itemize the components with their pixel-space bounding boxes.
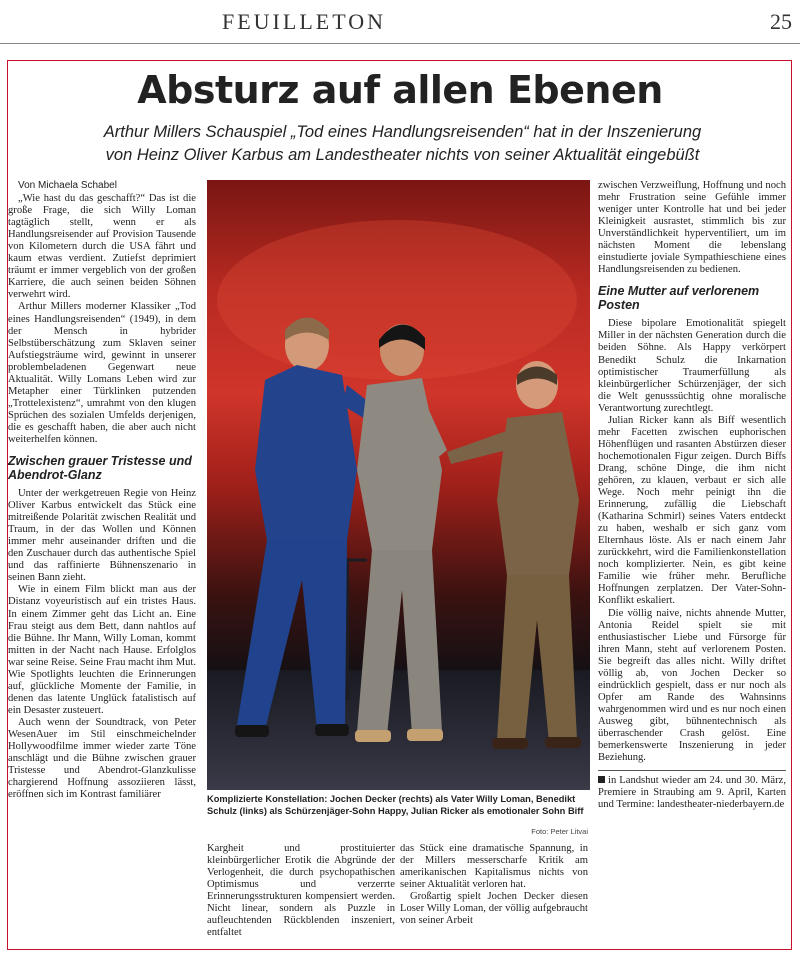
performance-info-text: in Landshut wieder am 24. und 30. März, Premiere in Straubing am 9. April, Karten und Termine: landestheater-niederbayern.de [598,775,786,811]
paragraph: Großartig spielt Jochen Decker diesen Loser Willy Loman, der völlig aufgebraucht von seiner Arbeit [400,891,588,927]
paragraph: Diese bipolare Emotionalität spiegelt Miller in der nächsten Generation durch die beiden Söhne. Als Happy verkörpert Benedikt Schulz die Inkarnation optimistischer Traumerfüllung als kleinbürgerlicher Schürzenjäger, der sich die Welt genusssüchtig ohne moralische Verantwortung zurechtlegt. [598,318,786,414]
page-header [0,0,800,44]
stage-photo [207,180,590,790]
paragraph: „Wie hast du das geschafft?“ Das ist die große Frage, die sich Willy Loman tagtäglich stellt, wenn er als Handlungsreisender auf Provision Tausende von Kilometern durch die USA fährt und kaum etwas verdient. Zutiefst deprimiert träumt er immer vergeblich von der großen Karriere, die auch seinen beiden Söhnen verwehrt wird. [8,193,196,301]
actor-middle [355,324,447,742]
subheading: Zwischen grauer Tristesse und Abendrot-Glanz [8,454,192,483]
column-2b [400,843,588,927]
section-label: FEUILLETON [222,9,387,34]
paragraph: zwischen Verzweiflung, Hoffnung und noch mehr Frustration seine Gefühle immer weniger unter Kontrolle hat und bei jeder Kleinigkeit ausrastet, stimmlich bis zur Unverständlichkeit hyperventiliert, um im nächsten Moment die lebenslang einstudierte joviale Sympathieschiene eines Handlungsreisenden zu bedienen. [598,180,786,276]
paragraph: Kargheit und prostituierter kleinbürgerlicher Erotik die Abgründe der Verlogenheit, die durch psychopathischen Optimismus und verzerrte Erinnerungsstrukturen kompensiert werden. Nicht linear, sondern als Puzzle in aufleuchtenden Rückblenden inszeniert, entfaltet [207,843,395,939]
paragraph: Unter der werkgetreuen Regie von Heinz Oliver Karbus entwickelt das Stück eine mitreißende Polarität zwischen Realität und Traum, in der das Wollen und Können immer mehr auseinander driften und die den Zuschauer durch das authentische Spiel und das raffinierte Bühnenszenario in seinen Bann zieht. [8,488,196,584]
byline: Von Michaela Schabel [18,180,117,191]
bullet-square-icon [598,776,605,783]
paragraph: Die völlig naive, nichts ahnende Mutter, Antonia Reidel spielt sie mit enthusiastischer Liebe und Fürsorge für ihren Mann, steht auf verlorenem Posten. Sie begreift das alles nicht. Willy driftet völlig ab, von Jochen Decker so eindrücklich gespielt, dass er nur noch als Opfer am Rande des Wahnsinns wahrgenommen wird und es nur noch einen Ausweg gibt, bühnentechnisch als überraschender Crash gelöst. Eine bemerkenswerte Inszenierung in jeder Beziehung. [598,607,786,764]
subheadline-line-2: von Heinz Oliver Karbus am Landestheater nichts von seiner Aktualität eingebüßt [105,146,700,164]
photo-caption: Komplizierte Konstellation: Jochen Decker (rechts) als Vater Willy Loman, Benedikt Schulz (links) als Schürzenjäger-Sohn Happy, Julian Ricker als emotionaler Sohn Biff [207,794,584,816]
actor-right [447,361,581,749]
paragraph: Auch wenn der Soundtrack, von Peter WesenAuer im Stil einschmeichelnder Hollywoodfilme immer wieder zarte Töne anschlägt und die Bühne zwischen grauer Tristesse und Abendrot-Glanzkulisse chargierend Hoffnung assoziieren lässt, eröffnen sich im Kontrast familiärer [8,716,196,801]
paragraph: Wie in einem Film blickt man aus der Distanz voyeuristisch auf ein tristes Haus. In einem Zimmer geht das Licht an. Eine Frau steigt aus dem Bett, dann nahtlos auf die Bühne. Ihr Mann, Willy Loman, kommt mitten in der Nacht nach Hause. Erfolglos war seine Reise. Seine Frau macht ihm Mut. Wie Spotlights leuchten die Erinnerungen auf, glückliche Momente der Familie, in denen das latente Unglück fatalistisch auf ein Desaster zusteuert. [8,584,196,716]
actors-illustration [207,180,590,790]
paragraph: das Stück eine dramatische Spannung, in der Millers messerscharfe Kritik am amerikanischen Kapitalismus nichts von seiner Aktualität verloren hat. [400,843,588,891]
paragraph: Arthur Millers moderner Klassiker „Tod eines Handlungsreisenden“ (1949), in dem der Mensch in hybrider Selbstüberschätzung zum Sklaven seiner Aufstiegsträume wird, gewinnt in unserer problembeladenen Gegenwart neue Aktualität. Willy Lomans Leben wird zur Metapher einer Türklinken putzenden „Trottelexistenz“, umrahmt von den klugen Sprüchen des sozialen Umfelds derjenigen, die es geschafft haben, die aber auch nicht weiterhelfen können. [8,301,196,445]
performance-info [598,770,786,811]
column-2a [207,843,395,939]
page-number: 25 [770,9,792,34]
subheadline-line-1: Arthur Millers Schauspiel „Tod eines Handlungsreisenden“ hat in der Inszenierung [103,123,702,141]
column-1 [8,180,196,801]
subheadline [30,121,775,167]
column-3 [598,180,786,811]
photo-credit: Foto: Peter Litvai [531,827,588,836]
subheading: Eine Mutter auf verlorenem Posten [598,284,760,313]
paragraph: Julian Ricker kann als Biff wesentlich mehr Facetten zwischen euphorischen Höhenflügen und rasanten Abstürzen dieser hochemotionalen Figur zeigen. Durch Biffs Drang, schöne Dinge, die ihm nicht gehören, zu klauen, verbaut er sich alle Wege. Noch mehr peinigt ihn die Erinnerung, zufällig die Liebschaft (Katharina Schmirl) seines Vaters entdeckt zu haben, weshalb er sich ganz vom Elternhaus löste. Als er nach einem Jahr zurückkehrt, wird die Familienkonstellation noch komplizierter. Nein, es gibt keine Familie wie früher mehr. Berufliche Hoffnungen zerplatzen. Der Vater-Sohn-Konflikt eskaliert. [598,414,786,607]
headline: Absturz auf allen Ebenen [137,68,663,112]
